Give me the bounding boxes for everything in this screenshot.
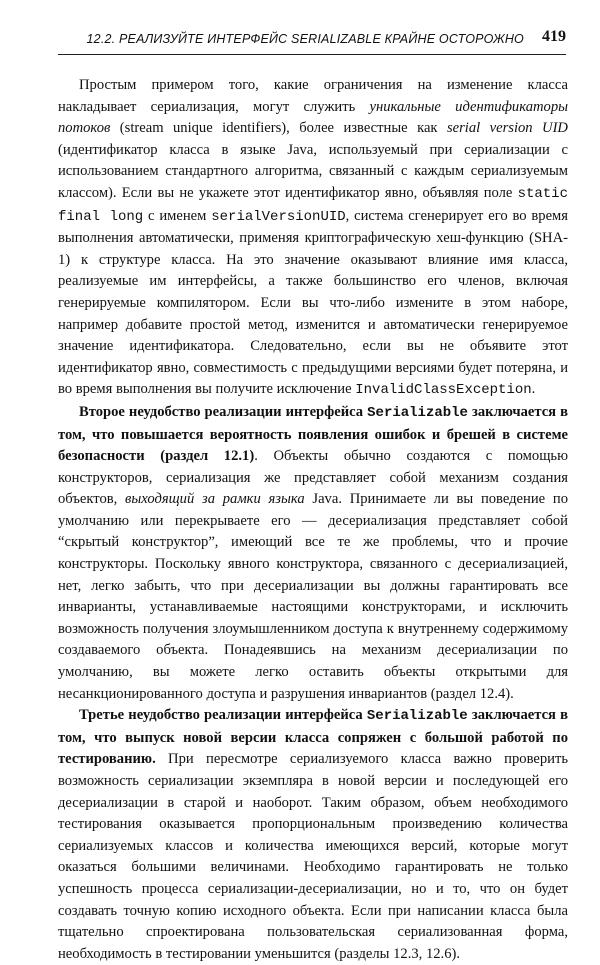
- text-run: Третье неудобство реализации интерфейса: [79, 707, 367, 724]
- italic-term: уникальные идентификаторы потоков: [58, 98, 569, 137]
- text-run: Простым примером того, какие ограничения на изменение класса накладывает сериализация, могут служить: [58, 77, 568, 115]
- text-run: Java. Принимаете ли вы поведение по умолчанию или перекрываете его — десериализация представляет собой “скрытый конструктор”, имеющий все те же проблемы, что и прочие конструкторы. Поскольку явного конструктора, связанного с десериализацией, нет, легко забыть, что при десериализации вы должны гарантировать все инварианты, устанавливаемые настоящими конструкторами, и исключить возможность получения злоумышленником доступа к внутреннему содержимому создаваемого объекта. Понадеявшись на механизм десериализации по умолчанию, вы можете легко оставить объекты открытыми для несанкционированного доступа и разрушения инвариантов (раздел 12.4).: [58, 491, 568, 702]
- italic-term: serial version UID: [446, 120, 568, 137]
- page-number: 419: [542, 28, 566, 45]
- text-run: , система сгенерирует его во время выполнения автоматически, применяя криптографическую хеш-функцию (SHA-1) к структуре класса. На это значение оказывают влияние имя класса, реализуемые им интерфейсы, а также большинство его членов, включая генерируемые компилятором. Если вы что-либо измените в этом наборе, например добавите простой метод, изменится и автоматически генерируемое значение идентификатора. Следовательно, если вы не объявите этот идентификатор явно, совместимость с предыдущими версиями будет потеряна, и во время выполнения вы получите исключение: [58, 207, 569, 398]
- text-run: .: [531, 381, 536, 398]
- text-run: заключается в том, что повышается вероятность появления ошибок и брешей в системе безопасности (раздел 12.1): [58, 403, 568, 465]
- text-run: с именем: [143, 207, 212, 224]
- code-term: InvalidClassException: [355, 382, 532, 399]
- running-header: [58, 28, 566, 55]
- code-term: serialVersionUID: [211, 208, 346, 225]
- body-text: [58, 75, 568, 965]
- text-run: (идентификатор класса в языке Java, используемый при сериализации с использованием стандартного алгоритма, связанный с каждым сериализуемым классом). Если вы не укажете этот идентификатор явно, объявляя поле: [58, 141, 568, 201]
- text-run: . Объекты обычно создаются с помощью конструкторов, сериализация же представляет собой механизм создания объектов,: [58, 448, 568, 508]
- code-term: Serializable: [367, 404, 468, 421]
- text-run: заключается в том, что выпуск новой версии класса сопряжен с большой работой по тестированию.: [58, 707, 568, 768]
- text-run: Второе неудобство реализации интерфейса: [79, 403, 368, 420]
- text-run: При пересмотре сериализуемого класса важно проверить возможность сериализации экземпляра в новой версии и последующей его десериализации в старой и наоборот. Таким образом, объем необходимого тестирования оказывается пропорциональным произведению количества сериализуемых классов и количества имеющихся версий, которые могут оказаться большими величинами. Необходимо гарантировать не только успешность процесса сериализации-десериализации, но и то, что он будет создавать точную копию исходного объекта. Если при написании класса была тщательно спроектирована пользовательская сериализованная форма, необходимость в тестировании уменьшится (разделы 12.3, 12.6).: [58, 751, 568, 962]
- chapter-section-title: 12.2. РЕАЛИЗУЙТЕ ИНТЕРФЕЙС SERIALIZABLE КРАЙНЕ ОСТОРОЖНО: [86, 32, 524, 46]
- code-term: Serializable: [366, 708, 468, 725]
- text-run: (stream unique identifiers), более известные как: [110, 120, 447, 137]
- paragraph-3: [58, 705, 568, 965]
- italic-term: выходящий за рамки языка: [125, 491, 305, 508]
- paragraph-2: [58, 402, 568, 705]
- paragraph-1: [58, 75, 568, 402]
- code-term: static final long: [58, 185, 568, 225]
